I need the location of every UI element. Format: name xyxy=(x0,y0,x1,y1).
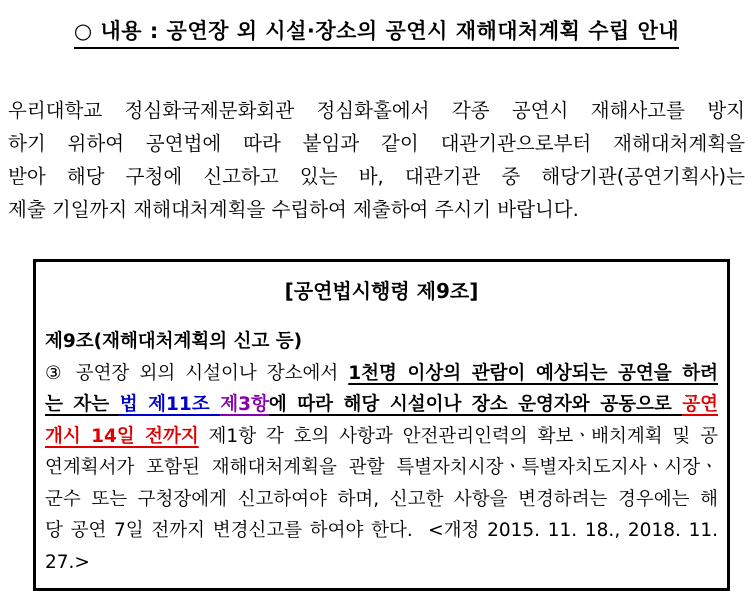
text-segment: 제1항 각 호의 사항과 안전관리인력의 확보ㆍ배치계획 및 공 xyxy=(198,425,718,447)
text-segment: ③ 공연장 외의 시설이나 장소에서 xyxy=(45,362,349,384)
law-box xyxy=(33,259,730,591)
text-segment: 연계획서가 포함된 재해대처계획을 관할 특별자치시장ㆍ특별자치도지사ㆍ시장ㆍ xyxy=(45,457,718,478)
law-text-line-1 xyxy=(45,326,718,358)
text-segment-emphasis: 1천명 이상의 관람이 예상되는 공연을 하려 xyxy=(348,362,718,384)
law-box-body xyxy=(45,326,718,578)
notice-line-2: 하기 위하여 공연법에 따라 붙임과 같이 대관기관으로부터 재해대처계획을 xyxy=(8,132,745,155)
law-text-line-2 xyxy=(45,358,718,390)
text-segment-emphasis: 는 자는 xyxy=(45,394,120,415)
notice-line-1: 우리대학교 정심화국제문화회관 정심화홀에서 각종 공연시 재해사고를 방지 xyxy=(8,99,745,122)
notice-line-3: 받아 해당 구청에 신고하고 있는 바, 대관기관 중 해당기관(공연기획사)는 xyxy=(8,165,745,188)
law-box-heading: [공연법시행령 제9조] xyxy=(284,279,479,303)
law-text-line-5 xyxy=(45,452,718,484)
text-segment-statute-ref: 법 제11조 xyxy=(119,394,221,415)
document-page xyxy=(0,17,753,599)
text-segment-deadline: 개시 14일 전까지 xyxy=(45,425,199,447)
text-segment: 제9조(재해대처계획의 신고 등) xyxy=(45,331,303,352)
law-text-line-6 xyxy=(45,484,718,516)
notice-paragraph xyxy=(8,94,745,226)
text-segment-emphasis: 에 따라 해당 시설이나 장소 운영자와 공동으로 xyxy=(268,394,683,415)
document-title xyxy=(18,17,735,45)
notice-line-4: 제출 기일까지 재해대처계획을 수립하여 제출하여 주시기 바랍니다. xyxy=(8,198,579,221)
law-text-line-4 xyxy=(45,421,718,453)
text-segment-deadline: 공연 xyxy=(682,394,718,415)
law-text-line-7 xyxy=(45,515,718,578)
text-segment: 당 공연 7일 전까지 변경신고를 하여야 한다. <개정 2015. 11. 18., 2018. 11. 27.> xyxy=(45,520,718,573)
document-title-text: ○ 내용 : 공연장 외 시설·장소의 공연시 재해대처계획 수립 안내 xyxy=(74,19,679,49)
text-segment-clause-ref: 제3항 xyxy=(220,394,269,415)
text-segment: 군수 또는 구청장에게 신고하여야 하며, 신고한 사항을 변경하려는 경우에는 해 xyxy=(45,488,718,510)
law-text-line-3 xyxy=(45,389,718,421)
